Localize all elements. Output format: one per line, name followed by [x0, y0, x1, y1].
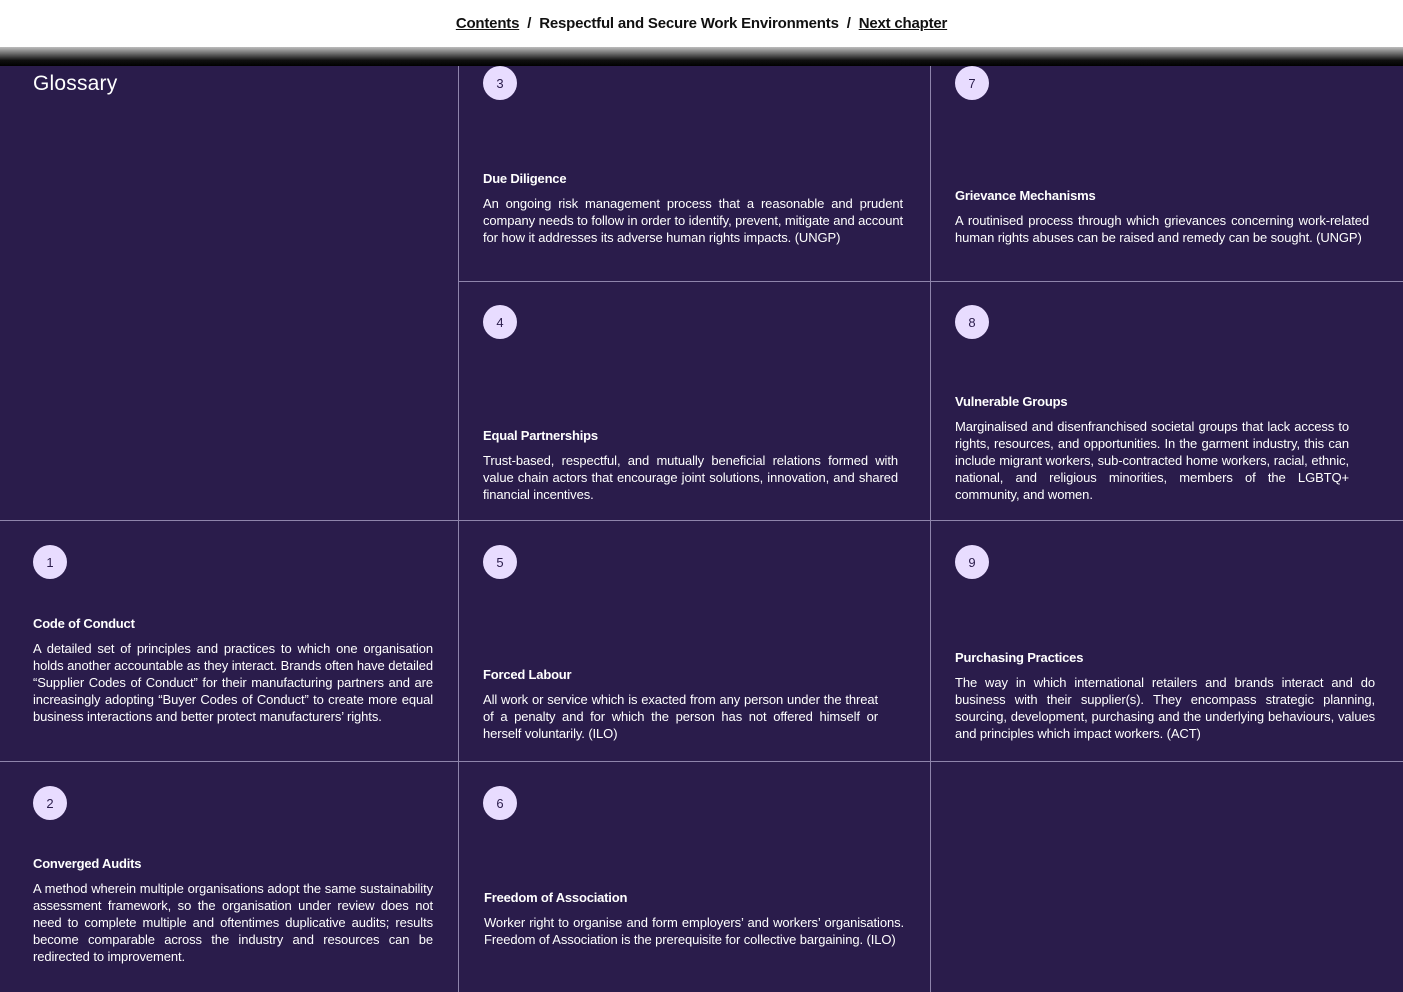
breadcrumb-separator: / [527, 15, 532, 32]
entry-term: Equal Partnerships [483, 428, 598, 443]
grid-divider [0, 761, 1403, 762]
glossary-entry [33, 856, 433, 965]
entry-term: Code of Conduct [33, 616, 135, 631]
breadcrumb [0, 0, 1403, 47]
entry-definition: The way in which international retailers and brands interact and do business with their supplier(s). They encompass strategic planning, sourcing, development, purchasing and the underlying behaviours, values and principles which impact workers. (ACT) [955, 675, 1375, 741]
entry-number-badge: 9 [955, 545, 989, 579]
glossary-entry [33, 616, 433, 725]
glossary-entry [483, 171, 903, 246]
glossary-entry [955, 650, 1375, 742]
entry-number-badge: 3 [483, 66, 517, 100]
entry-definition: A routinised process through which grievances concerning work-related human rights abuses can be raised and remedy can be sought. (UNGP) [955, 213, 1369, 245]
glossary-entry [484, 890, 904, 948]
grid-divider [458, 281, 1403, 282]
entry-definition: All work or service which is exacted from any person under the threat of a penalty and for which the person has not offered himself or herself voluntarily. (ILO) [483, 692, 878, 741]
glossary-entry [483, 667, 878, 742]
header-shadow [0, 47, 1403, 66]
glossary-entry [955, 188, 1369, 246]
entry-term: Converged Audits [33, 856, 142, 871]
glossary-entry [955, 394, 1349, 503]
entry-number-badge: 2 [33, 786, 67, 820]
entry-number-badge: 8 [955, 305, 989, 339]
entry-number-badge: 5 [483, 545, 517, 579]
entry-definition: Trust-based, respectful, and mutually beneficial relations formed with value chain actors that encourage joint solutions, innovation, and shared financial incentives. [483, 453, 898, 502]
entry-term: Due Diligence [483, 171, 567, 186]
entry-definition: An ongoing risk management process that a reasonable and prudent company needs to follow in order to identify, prevent, mitigate and account for how it addresses its adverse human rights impacts. (UNGP) [483, 196, 903, 245]
page-title: Glossary [33, 72, 118, 95]
grid-divider [0, 520, 1403, 521]
entry-definition: Worker right to organise and form employers’ and workers’ organisations. Freedom of Association is the prerequisite for collective bargaining. (ILO) [484, 915, 904, 947]
grid-divider [930, 66, 931, 992]
current-chapter: Respectful and Secure Work Environments [539, 15, 839, 32]
entry-term: Forced Labour [483, 667, 572, 682]
entry-term: Freedom of Association [484, 890, 628, 905]
next-chapter-link[interactable]: Next chapter [858, 15, 948, 32]
entry-definition: A method wherein multiple organisations adopt the same sustainability assessment framework, so the organisation under review does not need to complete multiple and oftentimes duplicative audits; results become comparable across the industry and resources can be redirected to improvement. [33, 881, 433, 964]
entry-term: Vulnerable Groups [955, 394, 1068, 409]
glossary-entry [483, 428, 898, 503]
grid-divider [458, 66, 459, 992]
entry-definition: A detailed set of principles and practices to which one organisation holds another accountable as they interact. Brands often have detailed “Supplier Codes of Conduct” for their manufacturing partners and are increasingly adopting “Buyer Codes of Conduct” to create more equal business interactions and better protect manufacturers’ rights. [33, 641, 433, 724]
breadcrumb-separator: / [846, 15, 851, 32]
entry-number-badge: 4 [483, 305, 517, 339]
entry-number-badge: 1 [33, 545, 67, 579]
entry-number-badge: 7 [955, 66, 989, 100]
entry-definition: Marginalised and disenfranchised societal groups that lack access to rights, resources, and opportunities. In the garment industry, this can include migrant workers, sub-contracted home workers, racial, ethnic, national, and religious minorities, members of the LGBTQ+ community, and women. [955, 419, 1349, 502]
contents-link[interactable]: Contents [455, 15, 520, 32]
entry-number-badge: 6 [483, 786, 517, 820]
entry-term: Grievance Mechanisms [955, 188, 1096, 203]
entry-term: Purchasing Practices [955, 650, 1084, 665]
